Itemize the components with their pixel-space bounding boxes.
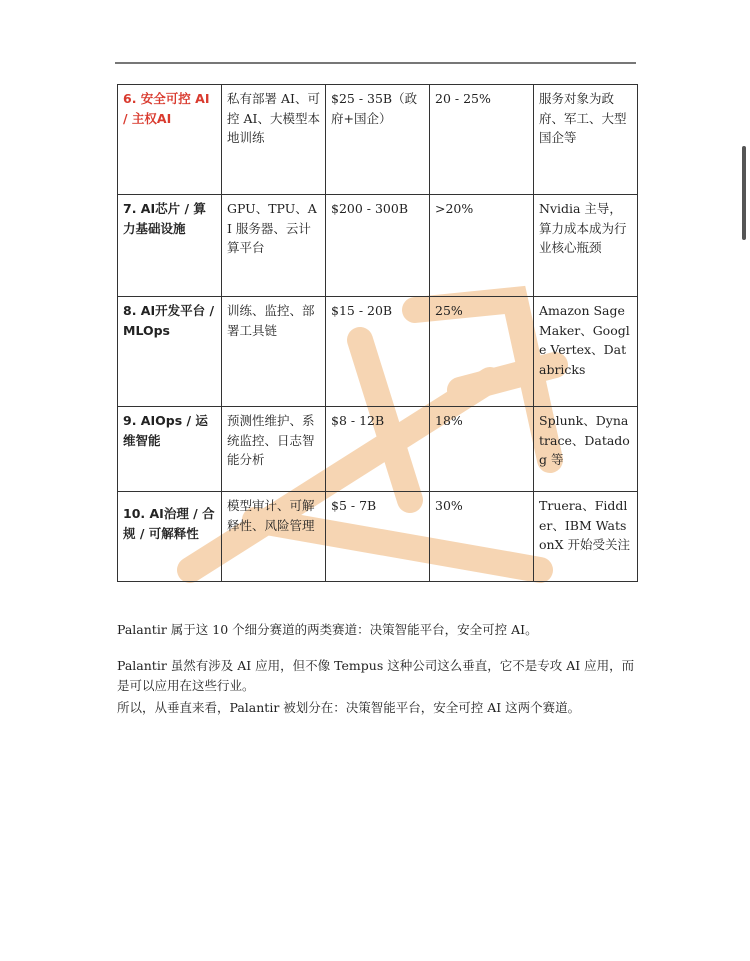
segment-market-size: $8 - 12B [326,407,430,492]
segment-growth: 25% [430,297,534,407]
segment-growth: 20 - 25% [430,85,534,195]
paragraph-conclusion: 所以，从垂直来看，Palantir 被划分在：决策智能平台，安全可控 AI 这两个赛道。 [117,700,581,715]
segment-note: Splunk、Dynatrace、Datadog 等 [534,407,638,492]
segment-note: Truera、Fiddler、IBM WatsonX 开始受关注 [534,492,638,582]
paragraph-summary: Palantir 属于这 10 个细分赛道的两类赛道：决策智能平台，安全可控 AI。 [117,622,538,637]
market-segments-table [117,84,638,582]
segment-description: 训练、监控、部署工具链 [222,297,326,407]
segment-name: 10. AI治理 / 合规 / 可解释性 [118,492,222,582]
table-row [118,407,638,492]
segment-description: 私有部署 AI、可控 AI、大模型本地训练 [222,85,326,195]
header-rule [115,62,636,64]
segment-name: 8. AI开发平台 / MLOps [118,297,222,407]
segment-note: Nvidia 主导，算力成本成为行业核心瓶颈 [534,195,638,297]
segment-description: 模型审计、可解释性、风险管理 [222,492,326,582]
segment-name: 6. 安全可控 AI / 主权AI [118,85,222,195]
segment-market-size: $25 - 35B（政府+国企） [326,85,430,195]
segment-growth: >20% [430,195,534,297]
segment-name: 9. AIOps / 运维智能 [118,407,222,492]
table-row [118,492,638,582]
table-row [118,195,638,297]
segment-market-size: $15 - 20B [326,297,430,407]
scrollbar-thumb[interactable] [742,146,746,240]
segment-description: 预测性维护、系统监控、日志智能分析 [222,407,326,492]
segment-market-size: $5 - 7B [326,492,430,582]
segment-note: Amazon SageMaker、Google Vertex、Databricks [534,297,638,407]
segment-growth: 18% [430,407,534,492]
table-row [118,297,638,407]
paragraph-explanation: Palantir 虽然有涉及 AI 应用，但不像 Tempus 这种公司这么垂直，它不是专攻 AI 应用，而是可以应用在这些行业。 [117,658,635,693]
segment-growth: 30% [430,492,534,582]
segment-note: 服务对象为政府、军工、大型国企等 [534,85,638,195]
segment-description: GPU、TPU、AI 服务器、云计算平台 [222,195,326,297]
segment-market-size: $200 - 300B [326,195,430,297]
table-row [118,85,638,195]
segment-name: 7. AI芯片 / 算力基础设施 [118,195,222,297]
